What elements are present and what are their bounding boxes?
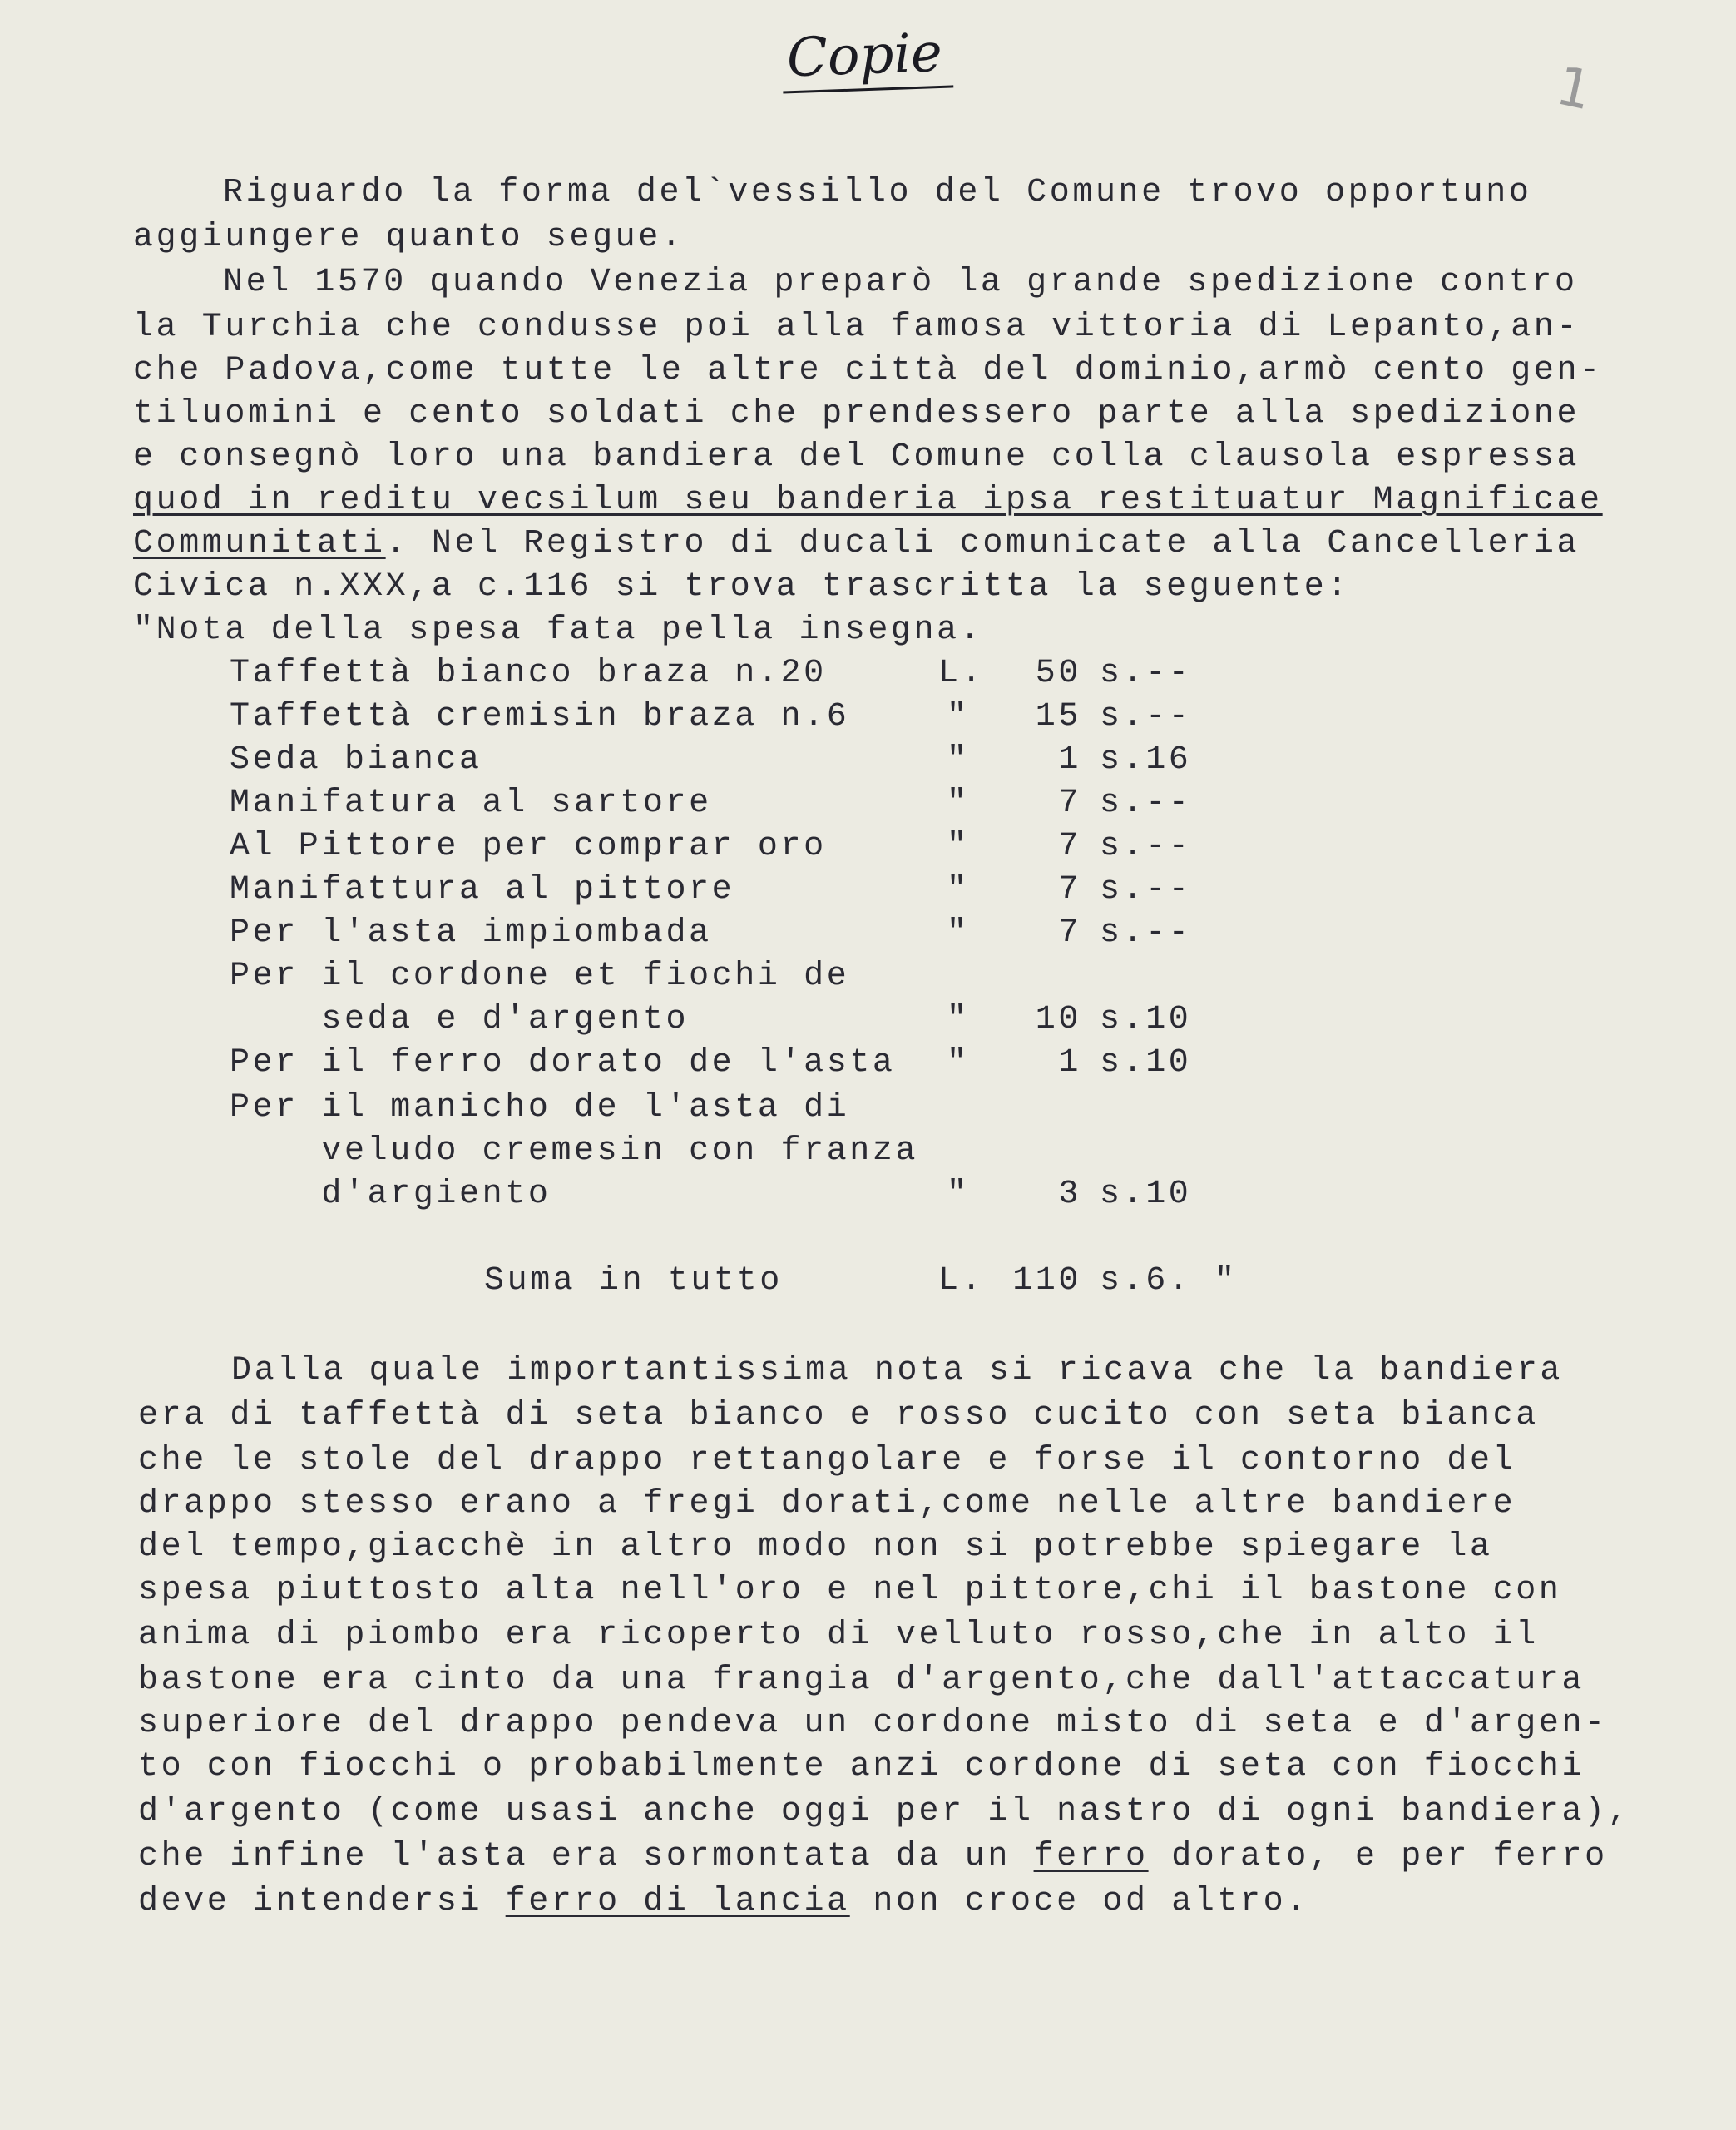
expense-label: veludo cremesin con franza [230, 1132, 919, 1170]
expense-lire: 7 [1058, 785, 1081, 822]
conclusion-line-7: anima di piombo era ricoperto di velluto rosso,che in alto il [138, 1617, 1539, 1654]
expense-lire: 1 [1058, 1044, 1081, 1082]
civica-line: Civica n.XXX,a c.116 si trova trascritta la seguente: [133, 568, 1351, 606]
expense-currency: " [947, 914, 970, 952]
expense-lire: 1 [1058, 741, 1081, 779]
expense-currency: " [947, 1044, 970, 1082]
page-number: 1 [1551, 55, 1597, 123]
expense-currency: L. [938, 655, 985, 692]
expense-label: Al Pittore per comprar oro [230, 828, 827, 865]
expense-soldi: s.10 [1100, 1176, 1192, 1213]
expense-lire: 50 [1035, 655, 1081, 692]
latin-quote-line: quod in reditu vecsilum seu banderia ipsa restituatur Magnificae [133, 482, 1603, 519]
expense-soldi: s.-- [1100, 698, 1192, 736]
expense-label: Manifatura al sartore [230, 785, 712, 822]
final-text-b: deve intendersi [138, 1883, 506, 1920]
expense-label: Taffettà bianco braza n.20 [230, 655, 827, 692]
expense-label: Per il manicho de l'asta di [230, 1089, 850, 1127]
total-currency: L. [938, 1262, 985, 1300]
expense-currency: " [947, 1001, 970, 1038]
expense-label: d'argiento [230, 1176, 551, 1213]
final-text-b-end: non croce od altro. [849, 1883, 1309, 1920]
expense-label: Per il ferro dorato de l'asta [230, 1044, 896, 1082]
intro-line-7: e consegnò loro una bandiera del Comune colla clausola espressa [133, 438, 1580, 476]
expense-lire: 7 [1058, 871, 1081, 909]
total-lire: 110 [1012, 1262, 1081, 1300]
intro-line-2: aggiungere quanto segue. [133, 219, 685, 256]
total-label: Suma in tutto [484, 1262, 783, 1300]
intro-line-4: la Turchia che condusse poi alla famosa vittoria di Lepanto,an- [133, 309, 1580, 346]
expense-soldi: s.-- [1100, 914, 1192, 952]
latin-quote-end: Communitati [133, 525, 386, 562]
expense-soldi: s.-- [1100, 828, 1192, 865]
registry-line [133, 523, 1580, 566]
expense-currency: " [947, 698, 970, 736]
expense-soldi: s.-- [1100, 785, 1192, 822]
conclusion-line-13 [138, 1880, 1309, 1924]
expense-currency: " [947, 741, 970, 779]
expense-soldi: s.10 [1100, 1044, 1192, 1082]
intro-line-1: Riguardo la forma del`vessillo del Comune trovo opportuno [223, 174, 1532, 211]
expense-label: Per il cordone et fiochi de [230, 958, 850, 995]
conclusion-line-8: bastone era cinto da una frangia d'argento,che dall'attaccatura [138, 1662, 1585, 1699]
registry-text: . Nel Registro di ducali comunicate alla Cancelleria [385, 525, 1580, 562]
expense-label: Taffettà cremisin braza n.6 [230, 698, 850, 736]
expense-label: seda e d'argento [230, 1001, 690, 1038]
final-text-a-end: dorato, e per ferro [1148, 1838, 1608, 1875]
expense-soldi: s.10 [1100, 1001, 1192, 1038]
total-soldi: s.6. " [1100, 1262, 1238, 1300]
conclusion-line-3: che le stole del drappo rettangolare e forse il contorno del [138, 1442, 1516, 1479]
handwritten-heading: Copie [781, 22, 953, 93]
conclusion-line-5: del tempo,giacchè in altro modo non si potrebbe spiegare la [138, 1528, 1493, 1566]
expense-label: Per l'asta impiombada [230, 914, 712, 952]
final-text-a: che infine l'asta era sormontata da un [138, 1838, 1034, 1875]
expense-lire: 3 [1058, 1176, 1081, 1213]
expense-currency: " [947, 828, 970, 865]
note-title: "Nota della spesa fata pella insegna. [133, 612, 983, 649]
underlined-ferro-di-lancia: ferro di lancia [505, 1883, 850, 1920]
intro-line-5: che Padova,come tutte le altre città del dominio,armò cento gen- [133, 352, 1603, 389]
intro-line-3: Nel 1570 quando Venezia preparò la grande spedizione contro [223, 264, 1578, 301]
expense-soldi: s.-- [1100, 655, 1192, 692]
expense-lire: 7 [1058, 914, 1081, 952]
intro-line-6: tiluomini e cento soldati che prendessero parte alla spedizione [133, 395, 1580, 433]
expense-currency: " [947, 1176, 970, 1213]
expense-label: Manifattura al pittore [230, 871, 735, 909]
expense-lire: 15 [1035, 698, 1081, 736]
expense-currency: " [947, 785, 970, 822]
underlined-ferro: ferro [1033, 1838, 1149, 1875]
expense-lire: 7 [1058, 828, 1081, 865]
conclusion-line-12 [138, 1835, 1608, 1879]
conclusion-line-6: spesa piuttosto alta nell'oro e nel pittore,chi il bastone con [138, 1572, 1562, 1609]
conclusion-line-9: superiore del drappo pendeva un cordone misto di seta e d'argen- [138, 1705, 1608, 1742]
conclusion-line-2: era di taffettà di seta bianco e rosso cucito con seta bianca [138, 1397, 1539, 1434]
conclusion-line-11: d'argento (come usasi anche oggi per il nastro di ogni bandiera), [138, 1793, 1631, 1830]
expense-soldi: s.-- [1100, 871, 1192, 909]
conclusion-line-4: drappo stesso erano a fregi dorati,come nelle altre bandiere [138, 1485, 1516, 1523]
expense-currency: " [947, 871, 970, 909]
conclusion-line-10: to con fiocchi o probabilmente anzi cordone di seta con fiocchi [138, 1748, 1585, 1786]
conclusion-line-1: Dalla quale importantissima nota si ricava che la bandiera [231, 1352, 1564, 1389]
expense-label: Seda bianca [230, 741, 482, 779]
expense-soldi: s.16 [1100, 741, 1192, 779]
expense-lire: 10 [1035, 1001, 1081, 1038]
